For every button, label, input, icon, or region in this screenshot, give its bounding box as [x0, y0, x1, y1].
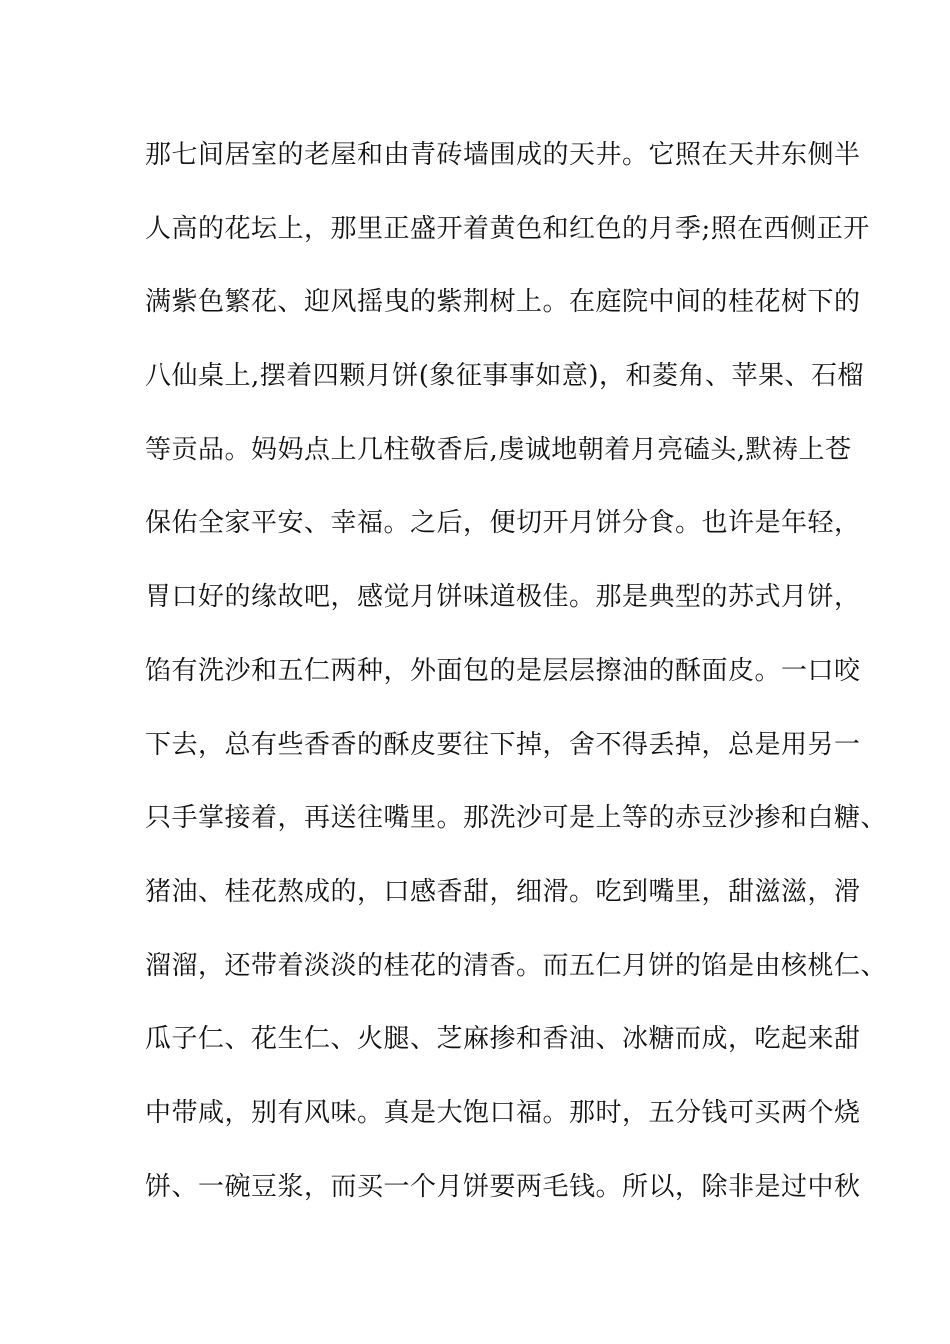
text-line: 保佑全家平安、幸福。之后，便切开月饼分食。也许是年轻， [145, 508, 861, 539]
text-line: 猪油、桂花熬成的，口感香甜，细滑。吃到嘴里，甜滋滋，滑 [145, 876, 861, 907]
text-line: 下去，总有些香香的酥皮要往下掉，舍不得丢掉，总是用另一 [145, 729, 861, 760]
text-line: 瓜子仁、花生仁、火腿、芝麻掺和香油、冰糖而成，吃起来甜 [145, 1024, 861, 1055]
text-line: 人高的花坛上，那里正盛开着黄色和红色的月季;照在西侧正开 [145, 213, 870, 244]
text-line: 中带咸，别有风味。真是大饱口福。那时，五分钱可买两个烧 [145, 1097, 861, 1128]
text-line: 胃口好的缘故吧，感觉月饼味道极佳。那是典型的苏式月饼， [145, 582, 861, 613]
text-line: 那七间居室的老屋和由青砖墙围成的天井。它照在天井东侧半 [145, 140, 861, 170]
body-text [145, 133, 888, 1238]
text-line: 只手掌接着，再送往嘴里。那洗沙可是上等的赤豆沙掺和白糖、 [145, 803, 888, 834]
text-line: 饼、一碗豆浆，而买一个月饼要两毛钱。所以，除非是过中秋 [145, 1171, 861, 1202]
text-line: 等贡品。妈妈点上几柱敬香后,虔诚地朝着月亮磕头,默祷上苍 [145, 434, 852, 465]
text-line: 馅有洗沙和五仁两种，外面包的是层层擦油的酥面皮。一口咬 [145, 655, 861, 686]
text-line: 满紫色繁花、迎风摇曳的紫荆树上。在庭院中间的桂花树下的 [145, 287, 861, 318]
text-line: 八仙桌上,摆着四颗月饼(象征事事如意)，和菱角、苹果、石榴 [145, 361, 865, 392]
text-line: 溜溜，还带着淡淡的桂花的清香。而五仁月饼的馅是由核桃仁、 [145, 950, 888, 981]
